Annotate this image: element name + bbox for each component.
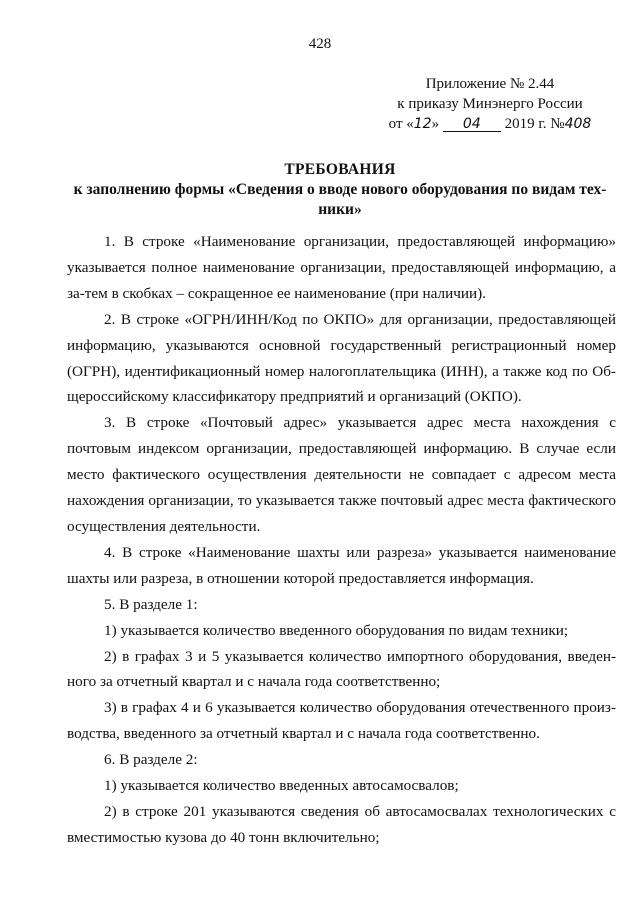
appendix-order-ref: к приказу Минэнерго России	[397, 96, 583, 112]
section-2-item-2: 2) в строке 201 указываются сведения об автосамосвалах технологических с вместимостью кузова до 40 тонн включительно;	[67, 802, 616, 846]
section-2-heading: 6. В разделе 2:	[104, 751, 198, 769]
section-1-item-1: 1) указывается количество введенного оборудования по видам техники;	[104, 621, 569, 639]
appendix-order-date	[385, 114, 595, 134]
appendix-header	[385, 74, 595, 134]
document-title: ТРЕБОВАНИЯ	[284, 161, 396, 178]
paragraph-2: 2. В строке «ОГРН/ИНН/Код по ОКПО» для организации, предоставляющей информацию, указываются основной государственный регистрационный номер (ОГРН), идентификационный номер налогоплательщика (ИНН), а также код по Об-щероссийскому классификатору предприятий и организаций (ОКПО).	[67, 310, 616, 406]
paragraph-4: 4. В строке «Наименование шахты или разреза» указывается наименование шахты или разреза, в отношении которой предоставляется информация.	[67, 543, 616, 587]
date-year: 2019 г. №	[504, 116, 565, 132]
section-1-heading: 5. В разделе 1:	[104, 595, 198, 613]
date-prefix: от «	[388, 116, 414, 132]
handwritten-day: 12	[413, 116, 432, 132]
section-1-item-3: 3) в графах 4 и 6 указывается количество оборудования отечественного произ-водства, введенного за отчетный квартал и с начала года соответственно.	[67, 699, 616, 743]
document-body	[67, 229, 616, 851]
paragraph-1: 1. В строке «Наименование организации, предоставляющей информацию» указывается полное наименование организации, предоставляющей информацию, а за-тем в скобках – сокращенное ее наименование (при наличии).	[67, 233, 616, 302]
paragraph-3: 3. В строке «Почтовый адрес» указывается адрес места нахождения с почтовым индексом организации, предоставляющей информацию. В случае если место фактического осуществления деятельности не совпадает с адресом места нахождения организации, то указывается также почтовый адрес места фактического осуществления деятельности.	[67, 414, 616, 535]
document-subtitle: к заполнению формы «Сведения о вводе нового оборудования по видам тех-ники»	[73, 181, 607, 218]
section-1-item-2: 2) в графах 3 и 5 указывается количество импортного оборудования, введен-ного за отчетный квартал и с начала года соответственно;	[67, 647, 616, 691]
appendix-title: Приложение № 2.44	[425, 76, 555, 92]
handwritten-month: 04	[443, 117, 501, 132]
page-number: 428	[308, 36, 332, 52]
date-close-quote: »	[431, 116, 440, 132]
document-title-block	[70, 160, 610, 220]
handwritten-order-number: 408	[564, 116, 592, 132]
section-2-item-1: 1) указывается количество введенных автосамосвалов;	[104, 777, 459, 795]
